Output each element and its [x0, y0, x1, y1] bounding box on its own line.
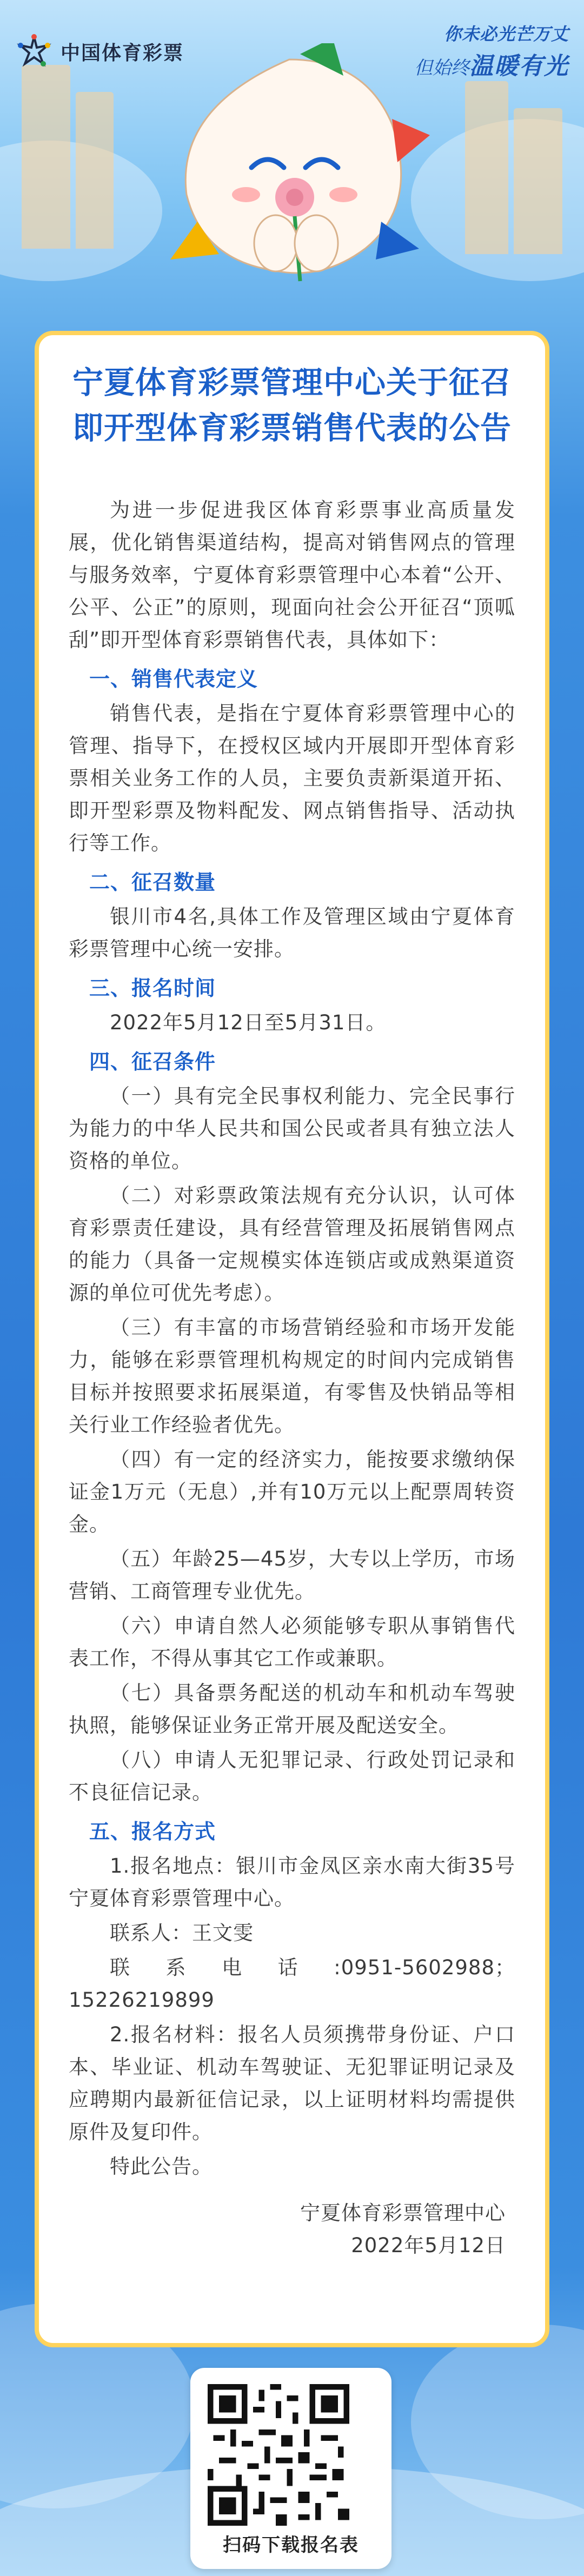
slogan-emphasis: 温暖有光 [469, 52, 569, 80]
slogan-prefix: 但始终 [414, 57, 469, 79]
contact-phone: 联系电话:0951-5602988；15226219899 [69, 1956, 515, 2012]
notice-content [69, 360, 515, 2262]
quota-paragraph: 银川市4名,具体工作及管理区域由宁夏体育彩票管理中心统一安排。 [69, 905, 515, 961]
section-heading-conditions: 四、征召条件 [89, 1050, 216, 1074]
contact-person: 联系人：王文雯 [110, 1921, 254, 1945]
signature-org: 宁夏体育彩票管理中心 [300, 2201, 506, 2225]
section-heading-method: 五、报名方式 [89, 1820, 216, 1843]
lottery-logo-icon [16, 34, 52, 69]
materials-paragraph: 2.报名材料：报名人员须携带身份证、户口本、毕业证、机动车驾驶证、无犯罪证明记录及应聘期内最新征信记录，以上证明材料均需提供原件及复印件。 [69, 2023, 515, 2144]
period-paragraph: 2022年5月12日至5月31日。 [110, 1011, 387, 1034]
section-heading-period: 三、报名时间 [89, 976, 216, 1000]
section-heading-definition: 一、销售代表定义 [89, 667, 258, 691]
notice-title [69, 360, 515, 451]
qr-caption: 扫码下载报名表 [223, 2534, 359, 2556]
mascot-illustration [138, 43, 441, 324]
address-paragraph: 1.报名地点：银川市金凤区亲水南大街35号宁夏体育彩票管理中心。 [69, 1854, 515, 1910]
intro-paragraph: 为进一步促进我区体育彩票事业高质量发展，优化销售渠道结构，提高对销售网点的管理与服务效率，宁夏体育彩票管理中心本着“公开、公平、公正”的原则，现面向社会公开征召“顶呱刮”即开型体育彩票销售代表，具体如下： [69, 498, 515, 651]
condition-item: （二）对彩票政策法规有充分认识，认可体育彩票责任建设，具有经营管理及拓展销售网点的能力（具备一定规模实体连锁店或成熟渠道资源的单位可优先考虑）。 [69, 1184, 515, 1304]
condition-item: （七）具备票务配送的机动车和机动车驾驶执照，能够保证业务正常开展及配送安全。 [69, 1681, 515, 1737]
definition-paragraph: 销售代表，是指在宁夏体育彩票管理中心的管理、指导下，在授权区域内开展即开型体育彩票相关业务工作的人员，主要负责新渠道开拓、即开型彩票及物料配发、网点销售指导、活动执行等工作。 [69, 702, 515, 855]
notice-card [35, 331, 549, 2347]
title-line2: 即开型体育彩票销售代表的公告 [72, 410, 512, 446]
condition-item: （三）有丰富的市场营销经验和市场开发能力，能够在彩票管理机构规定的时间内完成销售目标并按照要求拓展渠道，有零售及快销品等相关行业工作经验者优先。 [69, 1316, 515, 1436]
title-line1: 宁夏体育彩票管理中心关于征召 [72, 365, 512, 401]
condition-item: （八）申请人无犯罪记录、行政处罚记录和不良征信记录。 [69, 1748, 515, 1804]
condition-item: （四）有一定的经济实力，能按要求缴纳保证金1万元（无息）,并有10万元以上配票周转资金。 [69, 1448, 515, 1536]
closing-text: 特此公告。 [110, 2155, 213, 2178]
condition-item: （五）年龄25—45岁，大专以上学历，市场营销、工商管理专业优先。 [69, 1547, 515, 1603]
qr-code-panel [190, 2368, 391, 2569]
condition-item: （六）申请自然人必须能够专职从事销售代表工作，不得从事其它工作或兼职。 [69, 1614, 515, 1670]
condition-item: （一）具有完全民事权利能力、完全民事行为能力的中华人民共和国公民或者具有独立法人资格的单位。 [69, 1084, 515, 1173]
section-heading-quota: 二、征召数量 [89, 870, 216, 894]
signature-date: 2022年5月12日 [351, 2234, 506, 2257]
slogan-line1: 你未必光芒万丈 [443, 24, 569, 44]
logo-text: 中国体育彩票 [61, 42, 184, 64]
qr-code-image[interactable] [208, 2384, 349, 2526]
